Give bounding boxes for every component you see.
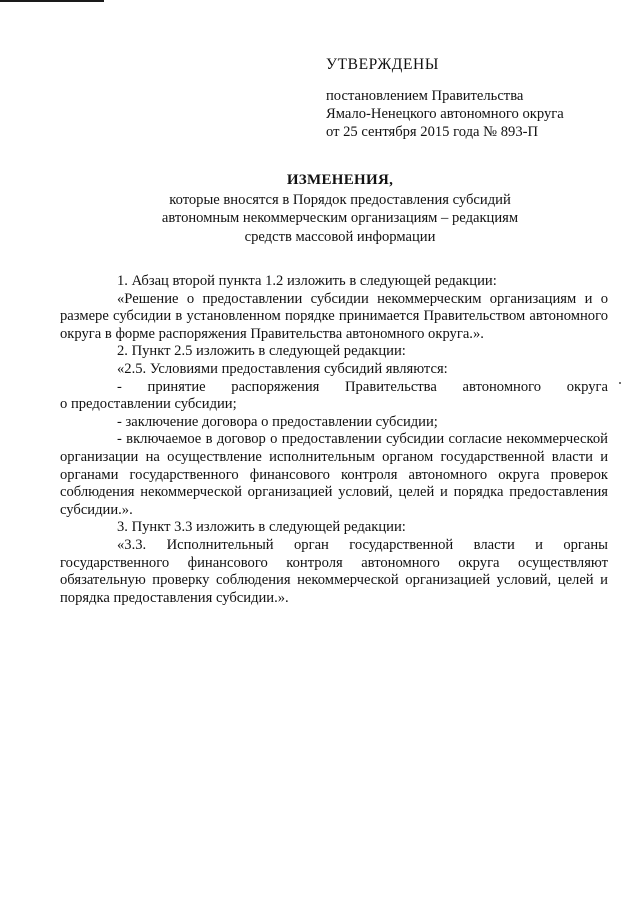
header-rule [0,0,104,2]
subtitle-line-2: автономным некоммерческим организациям – редакциям [161,210,519,226]
approval-line-2: Ямало-Ненецкого автономного округа [326,106,564,122]
approval-line-1: постановлением Правительства [326,88,524,104]
approval-heading: УТВЕРЖДЕНЫ [326,56,439,73]
document-body [60,273,608,607]
paragraph-condition-1-cont: о предоставлении субсидии; [60,396,237,413]
subtitle-line-1: которые вносятся в Порядок предоставления субсидий [169,191,511,208]
approval-line-3: от 25 сентября 2015 года № 893-П [326,124,539,140]
paragraph-condition-3: - включаемое в договор о предоставлении субсидии согласие некоммерческой организации на осуществление исполнительным органом государственной власти и органами государственного финансового контроля автономного округа проверок соблюдения некоммерческой организацией условий, целей и порядка предоставления субсидии.». [60,431,608,518]
paragraph-condition-1: - принятие распоряжения Правительства автономного округа [117,378,608,395]
paragraph-item-2: 2. Пункт 2.5 изложить в следующей редакции: [117,343,406,360]
paragraph-quote-3-3: «3.3. Исполнительный орган государственной власти и органы государственного финансового контроля автономного округа осуществляют обязательную проверку соблюдения некоммерческой организацией условий, целей и порядка предоставления субсидии.». [60,536,608,606]
approval-stamp [326,56,626,141]
paragraph-item-3: 3. Пункт 3.3 изложить в следующей редакции: [117,519,406,536]
paragraph-quote-2-5: «2.5. Условиями предоставления субсидий являются: [117,360,448,377]
paragraph-quote-1-2: «Решение о предоставлении субсидии некоммерческим организациям и о размере субсидии в установленном порядке принимается Правительством автономного округа в форме распоряжения Правительства автономного округа.». [60,290,608,342]
paragraph-condition-2: - заключение договора о предоставлении субсидии; [117,413,438,430]
document-title: ИЗМЕНЕНИЯ, [286,172,394,188]
subtitle-line-3: средств массовой информации [244,228,436,245]
scan-speck [619,382,621,384]
document-title-block [60,171,620,246]
paragraph-item-1: 1. Абзац второй пункта 1.2 изложить в следующей редакции: [117,273,497,289]
